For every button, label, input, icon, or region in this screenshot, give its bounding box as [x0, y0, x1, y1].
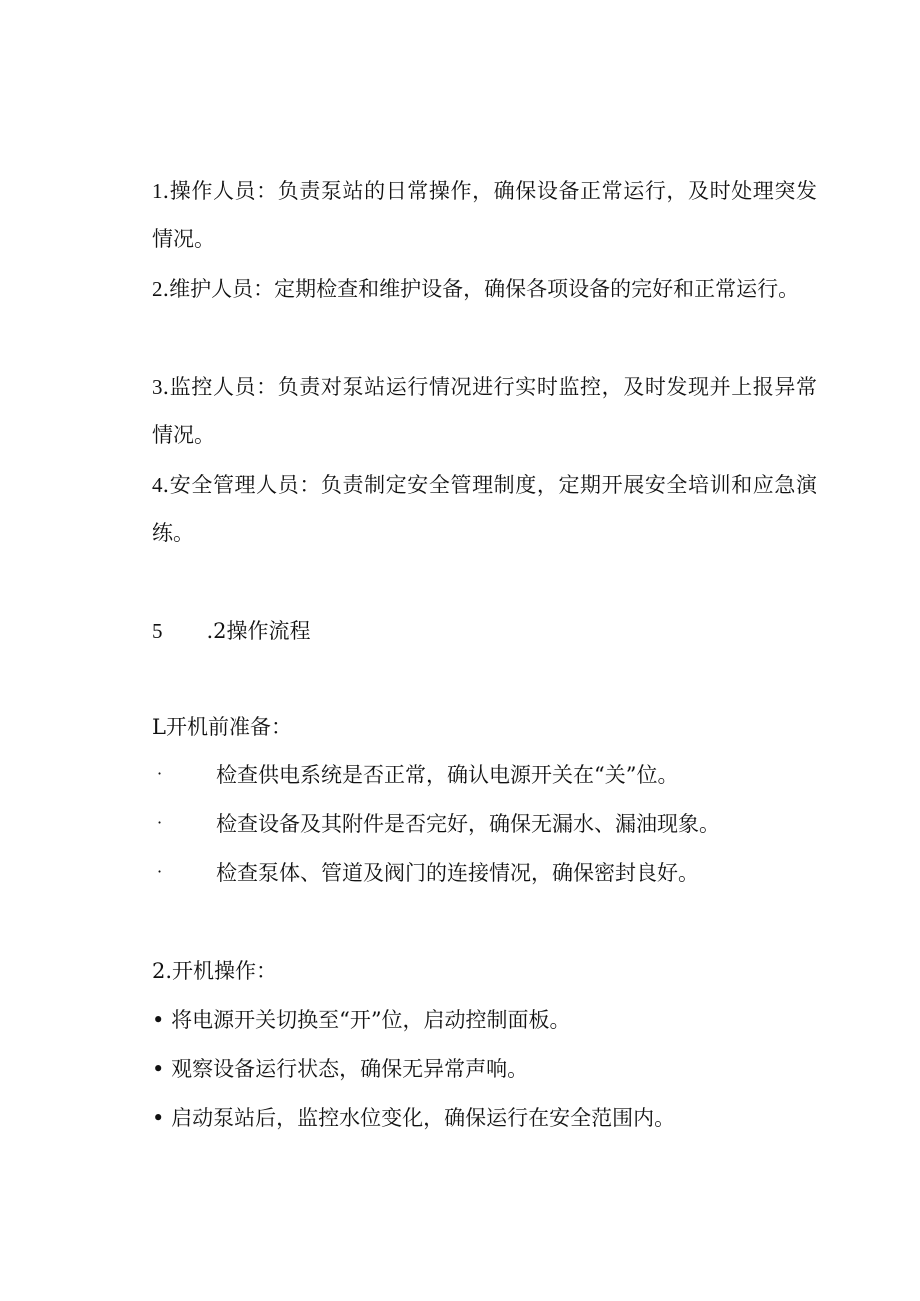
- bullet-marker: •: [152, 1057, 165, 1081]
- startup-item-text: 将电源开关切换至“开”位，启动控制面板。: [171, 1008, 571, 1032]
- startup-item-2: [152, 1053, 528, 1083]
- startup-item-3: [152, 1102, 675, 1132]
- role-number: 3: [152, 375, 163, 399]
- section-number: 5: [152, 619, 163, 643]
- role-paragraph-3: [152, 363, 817, 459]
- section-title: .2操作流程: [206, 619, 311, 643]
- role-paragraph-2: [152, 265, 817, 313]
- prep-item-3: 检查泵体、管道及阀门的连接情况，确保密封良好。: [216, 861, 699, 885]
- role-text: .安全管理人员：负责制定安全管理制度，定期开展安全培训和应急演练。: [152, 473, 817, 545]
- section-heading: [152, 615, 311, 645]
- role-text: .监控人员：负责对泵站运行情况进行实时监控，及时发现并上报异常情况。: [152, 375, 817, 447]
- bullet-marker: ·: [157, 764, 163, 783]
- startup-item-text: 启动泵站后，监控水位变化，确保运行在安全范围内。: [171, 1106, 676, 1130]
- role-text: .维护人员：定期检查和维护设备，确保各项设备的完好和正常运行。: [162, 277, 800, 301]
- bullet-marker: ·: [157, 862, 163, 881]
- startup-heading: 2.开机操作：: [152, 959, 278, 983]
- startup-item-text: 观察设备运行状态，确保无异常声响。: [171, 1057, 529, 1081]
- role-number: 4: [152, 473, 163, 497]
- role-paragraph-4: [152, 461, 817, 557]
- role-text: .操作人员：负责泵站的日常操作，确保设备正常运行，及时处理突发情况。: [152, 179, 817, 251]
- prep-heading: L开机前准备：: [152, 715, 292, 739]
- role-paragraph-1: [152, 167, 817, 263]
- role-number: 2: [152, 277, 163, 301]
- role-number: 1: [152, 179, 163, 203]
- prep-item-1: 检查供电系统是否正常，确认电源开关在“关”位。: [216, 763, 679, 787]
- bullet-marker: •: [152, 1106, 165, 1130]
- bullet-marker: •: [152, 1008, 165, 1032]
- prep-item-2: 检查设备及其附件是否完好，确保无漏水、漏油现象。: [216, 812, 720, 836]
- bullet-marker: ·: [157, 813, 163, 832]
- startup-item-1: [152, 1004, 571, 1034]
